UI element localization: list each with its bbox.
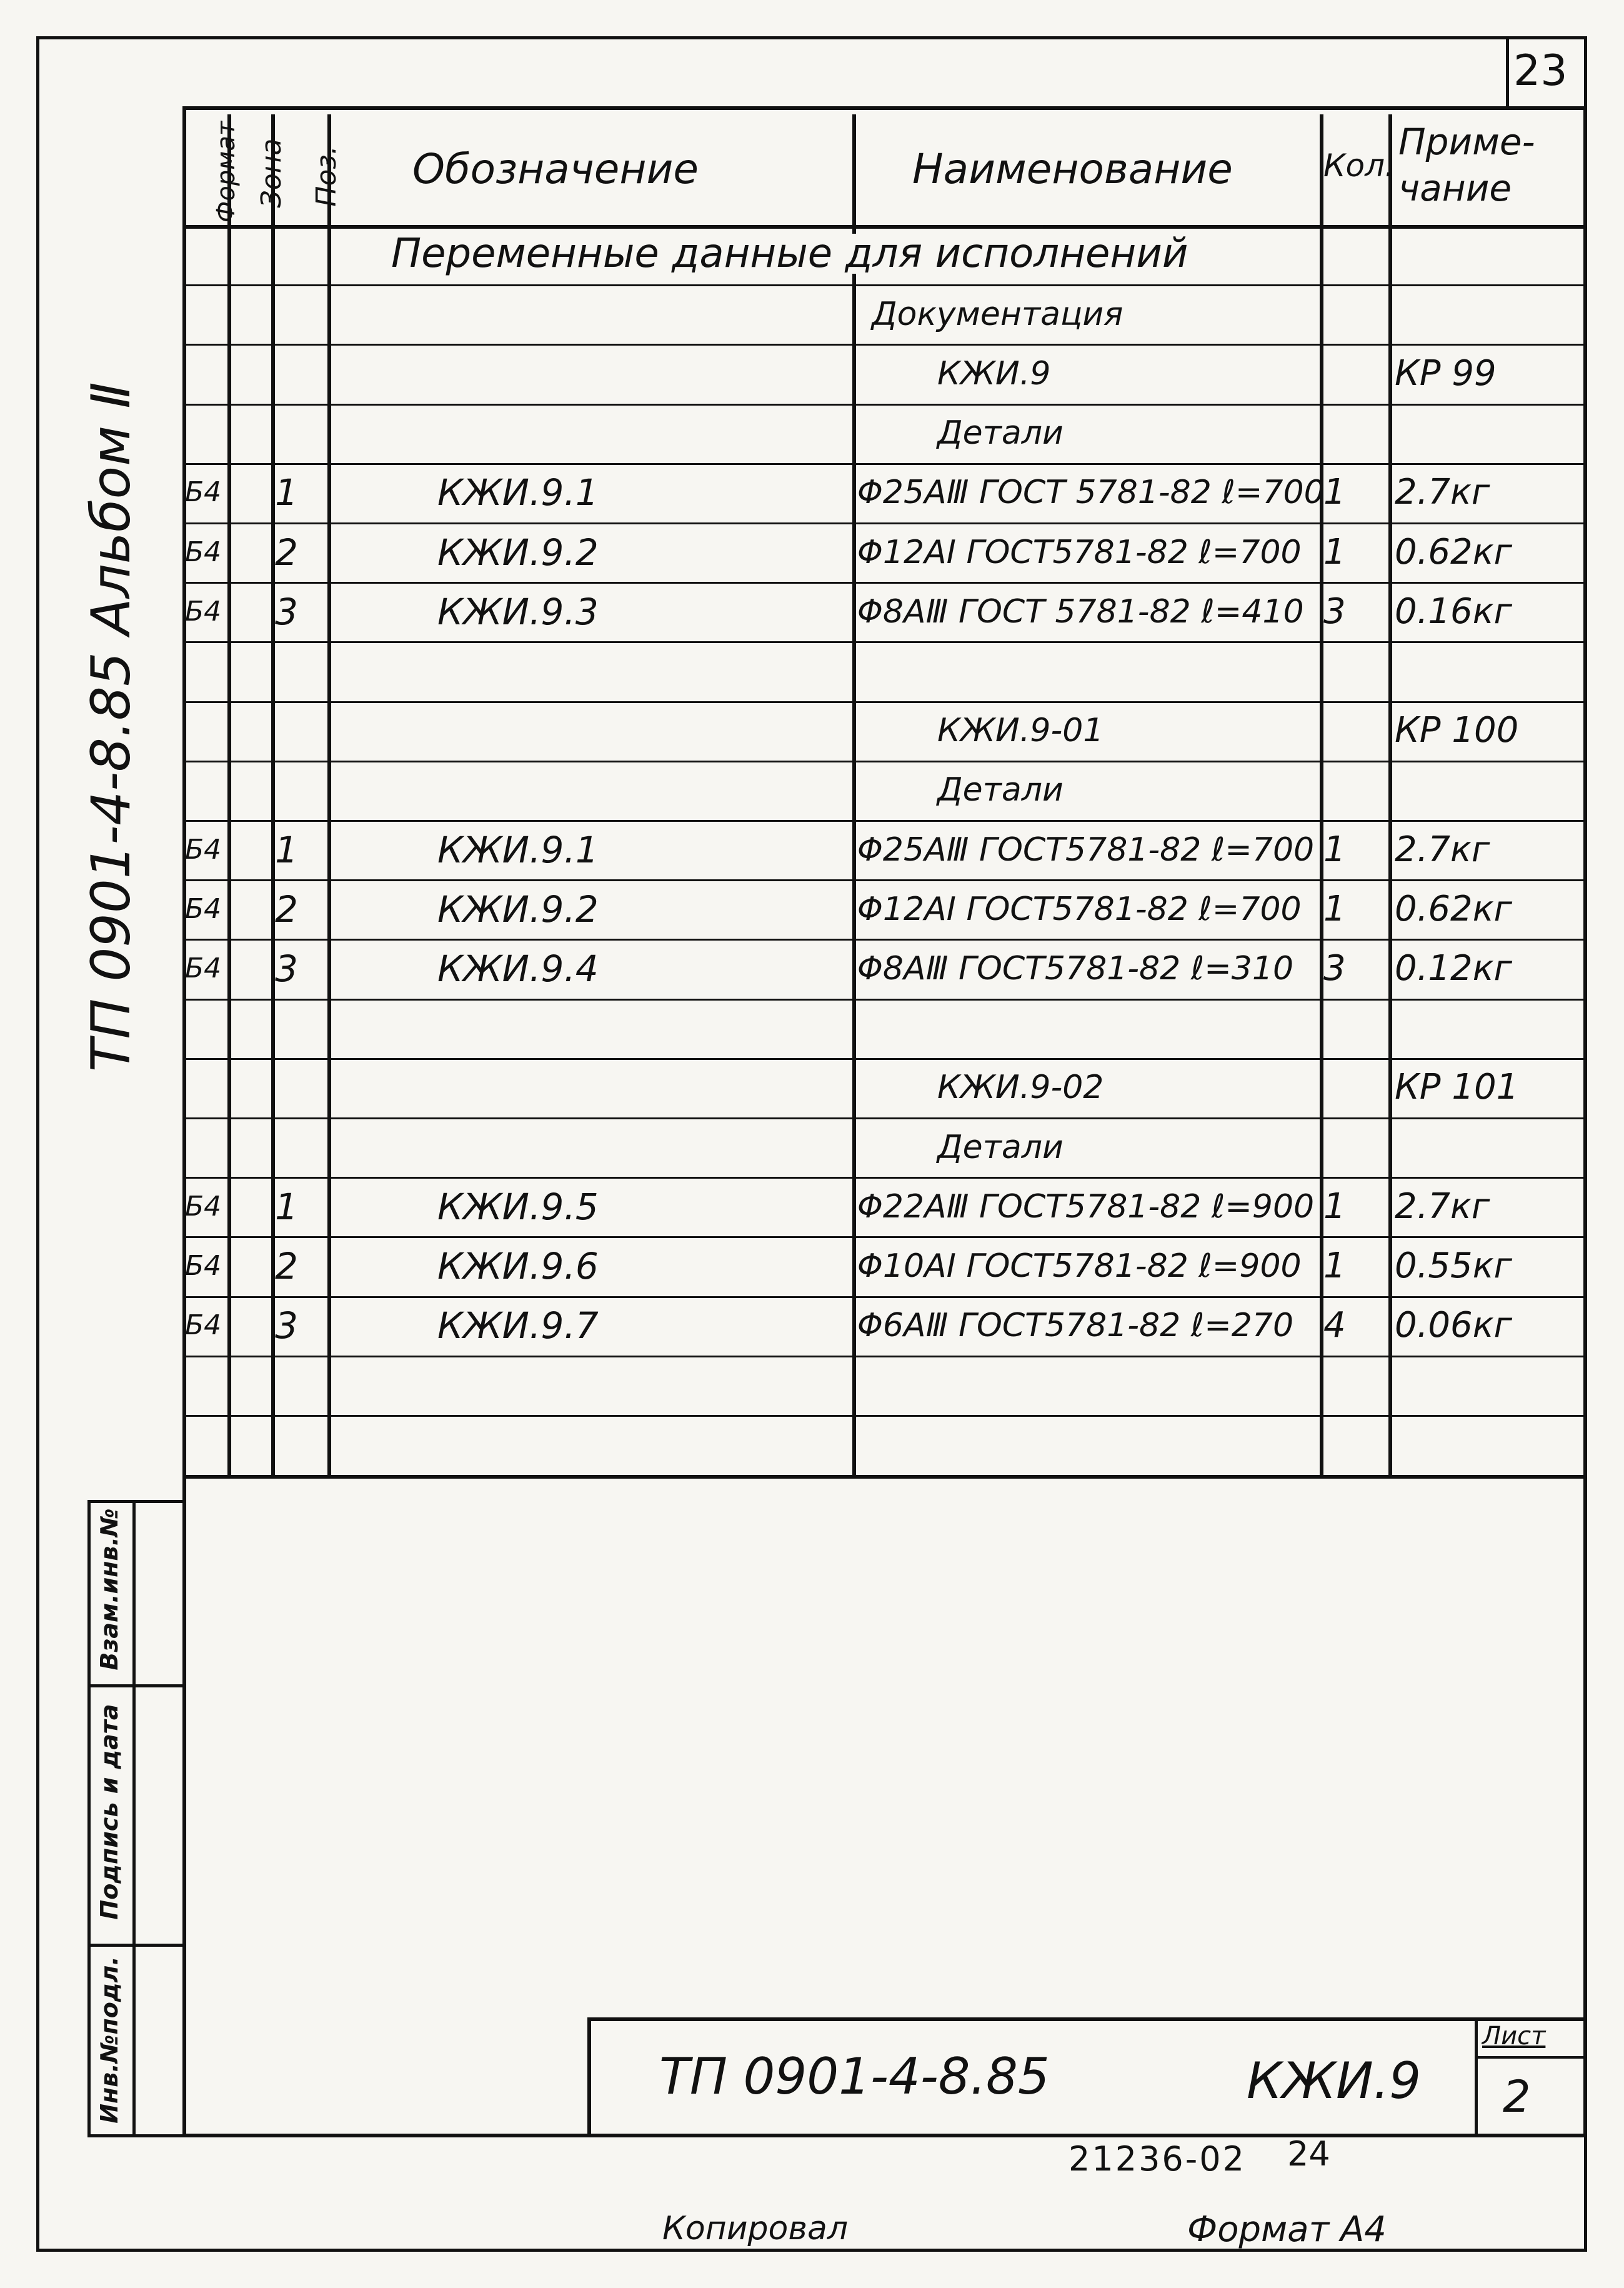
row-line (182, 1236, 1587, 1238)
col-line-fmt (227, 114, 231, 1477)
footer-archive-page: 24 (1287, 2134, 1330, 2174)
row-line (182, 522, 1587, 524)
row-line (182, 999, 1587, 1001)
section-heading: Переменные данные для исполнений (387, 234, 1192, 274)
row-line (182, 344, 1587, 346)
cell-name: КЖИ.9 (937, 355, 1051, 392)
cell-fmt: Б4 (185, 476, 222, 508)
header-note-line2: чание (1398, 167, 1512, 209)
row-line (182, 761, 1587, 762)
cell-note: 2.7кг (1395, 472, 1490, 512)
table-bottom-line (182, 1475, 1587, 1479)
cell-qty: 1 (1323, 472, 1346, 512)
cell-fmt: Б4 (185, 1250, 222, 1282)
cell-qty: 1 (1323, 1186, 1346, 1227)
cell-qty: 4 (1323, 1305, 1346, 1346)
cell-des: КЖИ.9.2 (437, 531, 599, 574)
cell-qty: 1 (1323, 889, 1346, 929)
footer-archive-number: 21236-02 (1069, 2139, 1246, 2179)
cell-des: КЖИ.9.4 (437, 947, 599, 990)
cell-pos: 3 (275, 1304, 298, 1347)
row-line (182, 1177, 1587, 1179)
cell-name: Детали (937, 1129, 1064, 1166)
cell-note: КР 100 (1395, 710, 1519, 751)
cell-name: Φ22АⅢ ГОСТ5781-82 ℓ=900 (857, 1188, 1315, 1226)
cell-name: Φ8АⅢ ГОСТ5781-82 ℓ=310 (857, 950, 1294, 987)
cell-note: КР 101 (1395, 1067, 1519, 1107)
side-title: ТП 0901-4-8.85 Альбом Ⅱ (80, 382, 142, 1072)
cell-pos: 3 (275, 591, 298, 633)
cell-name: КЖИ.9-02 (937, 1069, 1104, 1106)
cell-pos: 2 (275, 1245, 298, 1287)
footer-copied: Копировал (662, 2210, 849, 2247)
header-designation: Обозначение (412, 145, 699, 193)
col-line-designation (852, 114, 856, 1477)
cell-name: Φ10АⅠ ГОСТ5781-82 ℓ=900 (857, 1247, 1302, 1285)
row-line (182, 879, 1587, 881)
cell-fmt: Б4 (185, 893, 222, 925)
cell-des: КЖИ.9.2 (437, 888, 599, 931)
cell-pos: 2 (275, 531, 298, 574)
row-line (182, 1415, 1587, 1417)
cell-des: КЖИ.9.1 (437, 829, 599, 871)
cell-qty: 1 (1323, 1246, 1346, 1286)
cell-name: Φ25АⅢ ГОСТ5781-82 ℓ=700 (857, 831, 1315, 869)
cell-qty: 1 (1323, 829, 1346, 870)
header-bottom-line (182, 225, 1587, 229)
inner-frame (182, 106, 1587, 2137)
cell-name: Документация (872, 296, 1123, 333)
row-line (182, 939, 1587, 941)
row-line (182, 284, 1587, 286)
side-stamp-signature: Подпись и дата (96, 1704, 123, 1920)
cell-name: КЖИ.9-01 (937, 712, 1104, 749)
cell-note: 0.62кг (1395, 889, 1512, 929)
cell-pos: 2 (275, 888, 298, 931)
row-line (182, 582, 1587, 584)
title-block-top (587, 2017, 1587, 2021)
cell-fmt: Б4 (185, 1309, 222, 1341)
cell-fmt: Б4 (185, 1191, 222, 1222)
cell-des: КЖИ.9.3 (437, 591, 599, 633)
side-stamp-inv: Инв.№подл. (96, 1956, 123, 2124)
cell-des: КЖИ.9.1 (437, 471, 599, 514)
title-sheet-label: Лист (1482, 2022, 1546, 2051)
cell-fmt: Б4 (185, 596, 222, 627)
cell-name: Φ25АⅢ ГОСТ 5781-82 ℓ=700 (857, 474, 1325, 511)
cell-fmt: Б4 (185, 834, 222, 866)
cell-des: КЖИ.9.6 (437, 1245, 599, 1287)
header-name: Наименование (912, 145, 1233, 193)
cell-qty: 1 (1323, 532, 1346, 572)
col-line-qty (1388, 114, 1392, 1477)
cell-note: 0.55кг (1395, 1246, 1512, 1286)
side-stamp-divider (132, 1500, 136, 2137)
cell-note: 2.7кг (1395, 1186, 1490, 1227)
header-qty: Кол. (1323, 147, 1395, 184)
row-line (182, 641, 1587, 643)
col-line-pos (327, 114, 331, 1477)
cell-pos: 1 (275, 829, 298, 871)
cell-des: КЖИ.9.7 (437, 1304, 599, 1347)
cell-note: 0.12кг (1395, 948, 1512, 989)
title-block-sheet-left (1475, 2017, 1478, 2137)
cell-qty: 3 (1323, 591, 1346, 632)
cell-pos: 1 (275, 1186, 298, 1228)
side-stamp-line-2 (87, 1944, 186, 1947)
header-zone: Зона (256, 138, 287, 208)
title-mark: КЖИ.9 (1247, 2052, 1422, 2110)
row-line (182, 404, 1587, 406)
row-line (182, 701, 1587, 703)
title-doc-code: ТП 0901-4-8.85 (659, 2047, 1050, 2106)
cell-name: Детали (937, 414, 1064, 452)
cell-name: Φ12АⅠ ГОСТ5781-82 ℓ=700 (857, 891, 1302, 928)
row-line (182, 1356, 1587, 1357)
header-format: Формат (212, 121, 241, 223)
cell-des: КЖИ.9.5 (437, 1186, 599, 1228)
row-line (182, 1296, 1587, 1298)
row-line (182, 1058, 1587, 1060)
cell-note: 0.06кг (1395, 1305, 1512, 1346)
cell-note: 0.62кг (1395, 532, 1512, 572)
footer-format: Формат А4 (1187, 2209, 1387, 2250)
row-line (182, 463, 1587, 465)
cell-note: 0.16кг (1395, 591, 1512, 632)
cell-name: Детали (937, 771, 1064, 809)
cell-fmt: Б4 (185, 952, 222, 984)
cell-pos: 1 (275, 471, 298, 514)
page-number: 23 (1513, 46, 1568, 96)
row-line (182, 820, 1587, 822)
side-stamp-vzam: Взам.инв.№ (96, 1508, 123, 1671)
cell-name: Φ6АⅢ ГОСТ5781-82 ℓ=270 (857, 1307, 1294, 1344)
row-line (182, 1117, 1587, 1119)
header-note-line1: Приме- (1398, 121, 1535, 163)
cell-name: Φ12АⅠ ГОСТ5781-82 ℓ=700 (857, 534, 1302, 571)
title-block-sheet-line (1475, 2056, 1587, 2059)
cell-note: 2.7кг (1395, 829, 1490, 870)
cell-fmt: Б4 (185, 536, 222, 568)
cell-pos: 3 (275, 947, 298, 990)
title-block-left (587, 2017, 591, 2137)
title-sheet-number: 2 (1503, 2071, 1531, 2122)
header-pos: Поз. (311, 146, 342, 207)
cell-name: Φ8АⅢ ГОСТ 5781-82 ℓ=410 (857, 593, 1304, 631)
cell-qty: 3 (1323, 948, 1346, 989)
cell-note: КР 99 (1395, 353, 1497, 394)
